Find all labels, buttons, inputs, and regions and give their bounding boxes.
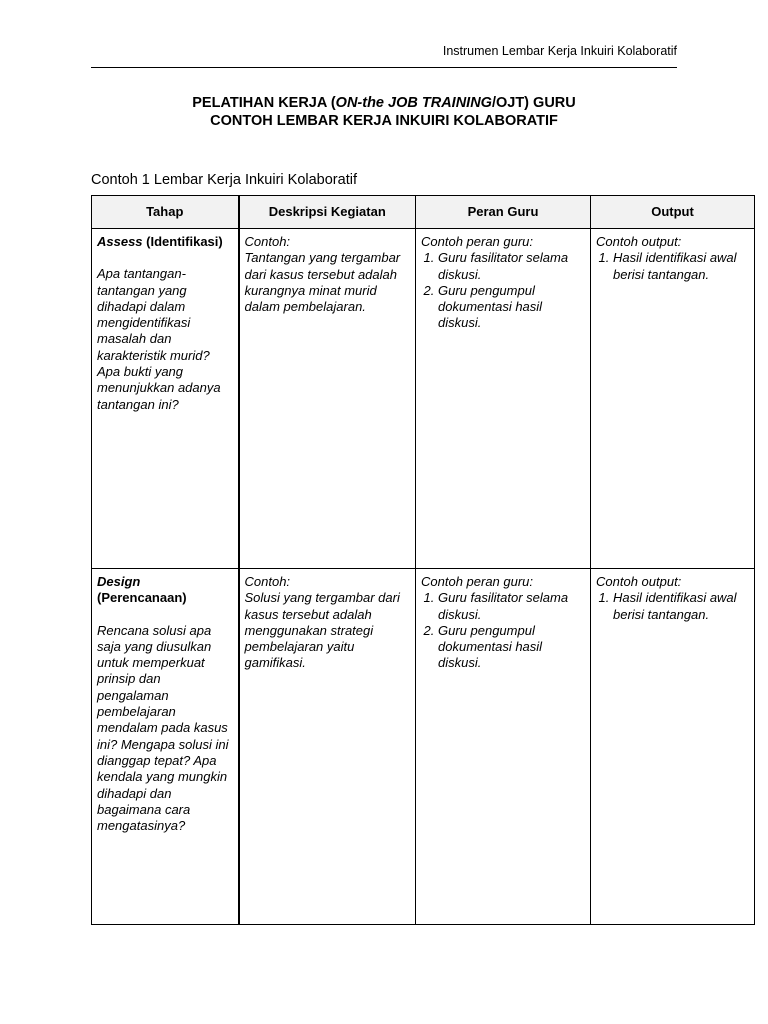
output-list — [596, 590, 749, 623]
description-label: Contoh: — [244, 234, 291, 249]
role-cell — [416, 229, 591, 569]
header-tahap: Tahap — [92, 196, 239, 229]
list-item: 1. Hasil identifikasi awal berisi tantangan. — [613, 250, 749, 283]
description-cell — [239, 569, 416, 925]
stage-cell — [92, 569, 239, 925]
role-list — [421, 590, 585, 671]
stage-sub: (Perencanaan) — [97, 590, 187, 606]
running-header — [91, 44, 677, 68]
document-title — [91, 94, 677, 130]
stage-name: Assess — [97, 234, 143, 249]
list-item: 1. Guru fasilitator selama diskusi. — [438, 590, 585, 623]
worksheet-table — [91, 195, 755, 925]
list-item: 1. Hasil identifikasi awal berisi tantangan. — [613, 590, 749, 623]
table-caption: Contoh 1 Lembar Kerja Inkuiri Kolaboratif — [91, 172, 357, 188]
list-item: 1. Guru fasilitator selama diskusi. — [438, 250, 585, 283]
table-header-row — [92, 196, 755, 229]
list-item: 2. Guru pengumpul dokumentasi hasil diskusi. — [438, 283, 585, 332]
role-label: Contoh peran guru: — [421, 234, 534, 249]
title-line-1 — [91, 94, 677, 112]
role-list — [421, 250, 585, 331]
stage-sub: (Identifikasi) — [142, 234, 223, 249]
header-deskripsi: Deskripsi Kegiatan — [239, 196, 416, 229]
title-line-1-suffix: /OJT) GURU — [491, 95, 576, 111]
running-header-text: Instrumen Lembar Kerja Inkuiri Kolaboratif — [442, 44, 677, 58]
description-text: Solusi yang tergambar dari kasus tersebut adalah menggunakan strategi pembelajaran yaitu gamifikasi. — [244, 590, 400, 671]
output-label: Contoh output: — [596, 234, 682, 249]
title-line-1-italic: ON-the JOB TRAINING — [335, 95, 492, 111]
description-cell — [239, 229, 416, 569]
header-peran-guru: Peran Guru — [416, 196, 591, 229]
output-label: Contoh output: — [596, 574, 682, 589]
output-cell — [591, 229, 755, 569]
description-label: Contoh: — [244, 574, 291, 589]
stage-question: Rencana solusi apa saja yang diusulkan untuk memperkuat prinsip dan pengalaman pembelajaran mendalam pada kasus ini? Mengapa solusi ini dianggap tepat? Apa kendala yang mungkin dihadapi dan bagaimana cara mengatasinya? — [97, 622, 229, 834]
description-text: Tantangan yang tergambar dari kasus tersebut adalah kurangnya minat murid dalam pembelajaran. — [244, 250, 401, 315]
stage-name: Design — [97, 574, 141, 589]
stage-question: Apa tantangan-tantangan yang dihadapi dalam mengidentifikasi masalah dan karakteristik murid? Apa bukti yang menunjukkan adanya tantangan ini? — [97, 266, 221, 412]
table-row — [92, 569, 755, 925]
table-row — [92, 229, 755, 569]
stage-cell — [92, 229, 239, 569]
output-list — [596, 250, 749, 283]
output-cell — [591, 569, 755, 925]
role-label: Contoh peran guru: — [421, 574, 534, 589]
header-output: Output — [591, 196, 755, 229]
title-line-2: CONTOH LEMBAR KERJA INKUIRI KOLABORATIF — [210, 113, 558, 129]
title-line-1-prefix: PELATIHAN KERJA ( — [192, 95, 336, 111]
list-item: 2. Guru pengumpul dokumentasi hasil diskusi. — [438, 623, 585, 672]
role-cell — [416, 569, 591, 925]
